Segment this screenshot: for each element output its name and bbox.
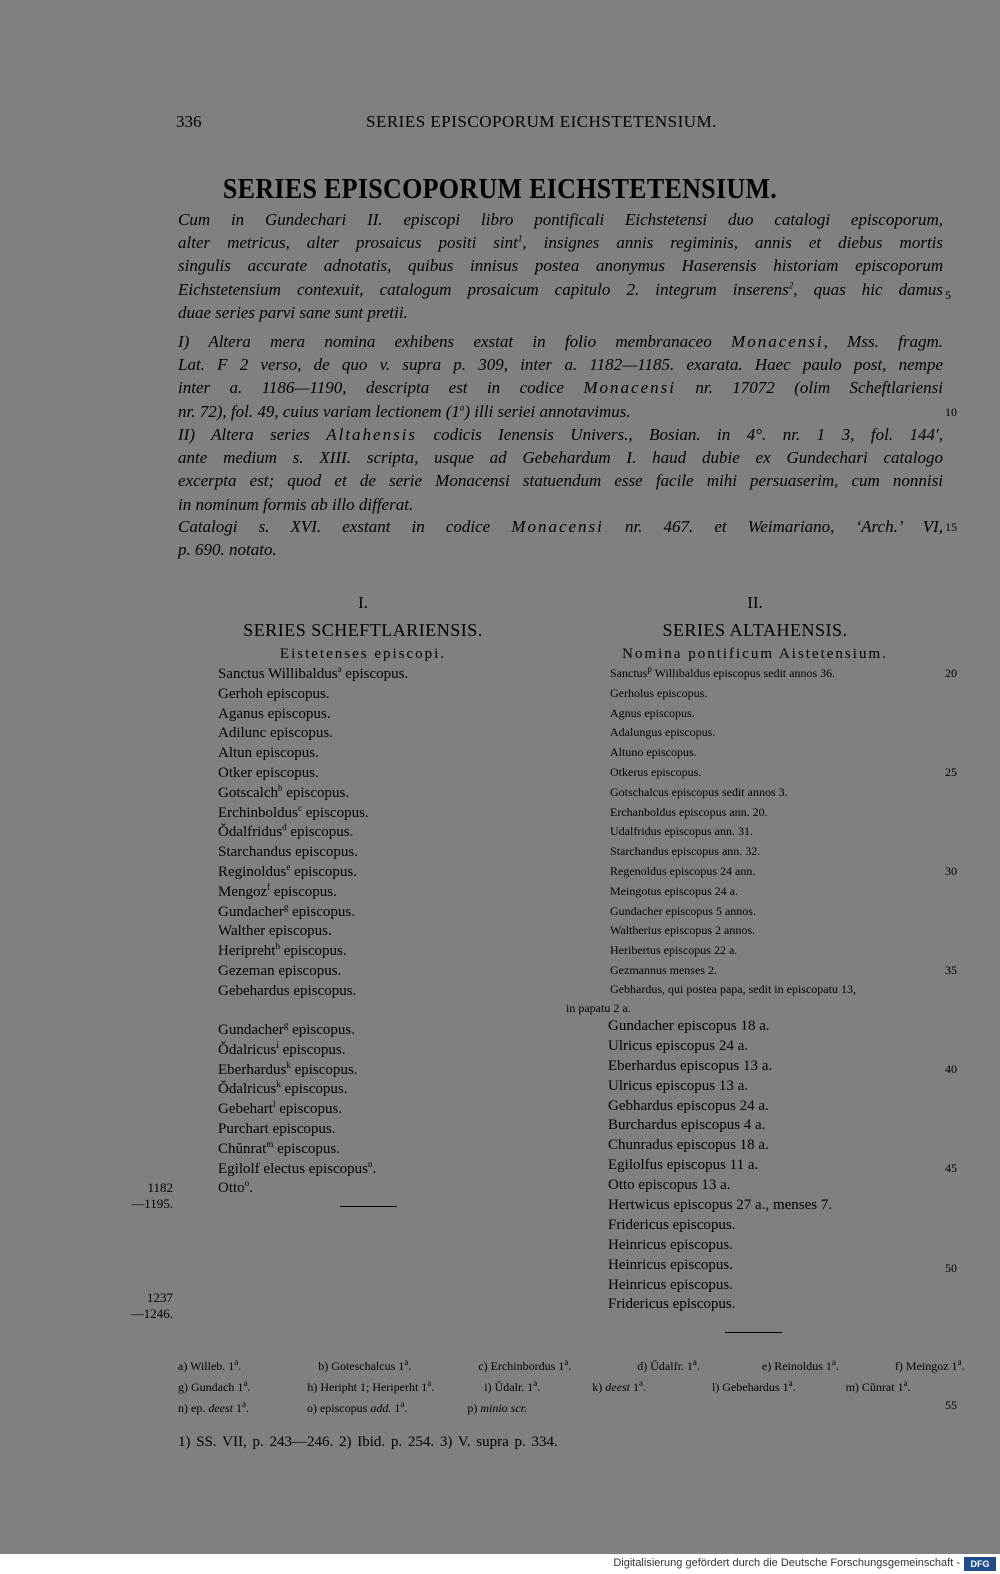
variant-mark: a bbox=[243, 1378, 248, 1388]
intro-line bbox=[178, 301, 943, 324]
line-number: 40 bbox=[945, 1062, 957, 1076]
note-text: 1 bbox=[391, 1401, 401, 1415]
note-text: m) Cŭnrat 1 bbox=[845, 1380, 904, 1394]
entry-text: Starchandus episcopus. bbox=[218, 844, 358, 861]
intro-paragraph-3 bbox=[178, 423, 943, 516]
variant-note bbox=[762, 1359, 839, 1373]
series-ii-entry bbox=[610, 704, 835, 724]
intro-paragraph-2 bbox=[178, 330, 943, 423]
intro-paragraph-4 bbox=[178, 515, 943, 561]
series-i-subtitle: Eistetenses episcopi. bbox=[279, 646, 447, 662]
series-i-list-continued bbox=[218, 1021, 376, 1199]
spaced-term: Monacensi bbox=[511, 517, 604, 536]
variant-mark: a bbox=[337, 664, 342, 674]
page-number: 336 bbox=[176, 112, 202, 131]
text-run: Lat. F 2 verso, de quo v. supra p. 309, inter a. 1182—1185. exarata. Haec paulo post, nempe bbox=[178, 355, 943, 375]
entry-text: Waltherius episcopus 2 annos. bbox=[610, 923, 756, 938]
note-text: . bbox=[247, 1380, 251, 1394]
variant-mark: f bbox=[267, 881, 271, 892]
variant-mark: g bbox=[283, 901, 289, 912]
note-text: . bbox=[404, 1401, 408, 1415]
entry-text: Gerhoh episcopus. bbox=[218, 685, 330, 702]
note-text: p) bbox=[467, 1401, 481, 1415]
entry-text: Gundacher bbox=[218, 1022, 284, 1038]
variant-note bbox=[178, 1359, 241, 1373]
variant-note bbox=[318, 1359, 411, 1373]
intro-line bbox=[178, 493, 943, 516]
entry-text: Erchinboldus bbox=[218, 804, 298, 821]
note-text: b) Goteschalcus 1 bbox=[318, 1359, 405, 1373]
text-run: , insignes annis regiminis, annis et diebus mortis bbox=[522, 233, 944, 253]
note-text: a) Willeb. 1 bbox=[178, 1359, 235, 1373]
series-i-entry bbox=[218, 1061, 376, 1081]
entry-text: Regenoldus episcopus 24 ann. bbox=[610, 863, 756, 878]
entry-text: Adilunc episcopus. bbox=[218, 725, 333, 742]
entry-text: . bbox=[249, 1180, 253, 1197]
entry-text: Altun episcopus. bbox=[218, 745, 319, 762]
line-number: 55 bbox=[945, 1398, 957, 1412]
text-run: II) Altera series bbox=[178, 425, 327, 444]
dfg-credit-text: Digitalisierung gefördert durch die Deutsche Forschungsgemeinschaft - bbox=[613, 1557, 960, 1569]
variant-mark: n bbox=[367, 1158, 373, 1169]
series-i-entry bbox=[218, 863, 408, 883]
series-i-entry bbox=[218, 1140, 376, 1160]
entry-text: Gundacher episcopus 5 annos. bbox=[610, 903, 756, 918]
variant-note bbox=[592, 1380, 646, 1394]
variant-mark: a bbox=[957, 1357, 962, 1367]
note-italic: minio scr. bbox=[480, 1401, 527, 1415]
series-ii-entry: Gundacher episcopus 18 a. bbox=[608, 1018, 770, 1034]
variant-mark: p bbox=[647, 664, 652, 674]
note-text: . bbox=[568, 1359, 572, 1373]
note-text: g) Gundach 1 bbox=[178, 1380, 244, 1394]
variant-mark: g bbox=[283, 1020, 289, 1030]
entry-text: Gotschalcus episcopus sedit annos 3. bbox=[610, 784, 788, 799]
variant-mark: a bbox=[692, 1357, 697, 1367]
line-number: 20 bbox=[945, 666, 957, 680]
text-run: singulis accurate adnotatis, quibus innisus postea anonymus Haserensis historiam episcoporum bbox=[178, 256, 943, 276]
note-italic: deest bbox=[208, 1401, 233, 1415]
entry-text: Ŏdalricus bbox=[218, 1041, 277, 1058]
series-i-entry bbox=[218, 1179, 376, 1199]
note-text: . bbox=[408, 1359, 412, 1373]
intro-line bbox=[178, 469, 943, 492]
intro-line bbox=[178, 353, 943, 376]
series-ii-entry: Heinricus episcopus. bbox=[608, 1256, 733, 1273]
entry-text: Gebehart bbox=[218, 1101, 273, 1118]
note-text: . bbox=[696, 1359, 700, 1373]
text-run: ante medium s. XIII. scripta, usque ad Gebehardum I. haud dubie ex Gundechari catalogo bbox=[178, 448, 943, 468]
variant-note bbox=[307, 1401, 407, 1415]
note-text: o) episcopus bbox=[306, 1401, 371, 1415]
text-run: I) Altera mera nomina exhibens exstat in folio membranaceo bbox=[178, 332, 732, 351]
series-ii-entry: Ulricus episcopus 24 a. bbox=[608, 1037, 748, 1054]
variant-mark: o bbox=[244, 1178, 250, 1189]
text-run: inter a. 1186—1190, descripta est in codice bbox=[178, 378, 584, 398]
note-text: . bbox=[245, 1401, 249, 1415]
series-ii-entry bbox=[610, 842, 835, 862]
entry-text: episcopus. bbox=[290, 1061, 358, 1078]
series-i-list bbox=[218, 665, 408, 1002]
series-ii-title: SERIES ALTAHENSIS. bbox=[662, 620, 848, 640]
variant-mark: a bbox=[788, 1378, 793, 1388]
series-i-entry bbox=[218, 724, 408, 744]
series-i-entry bbox=[218, 903, 408, 923]
entry-text: Starchandus episcopus ann. 32. bbox=[610, 844, 761, 859]
note-text: . bbox=[431, 1380, 435, 1394]
note-text: d) Ŭdalfr. 1 bbox=[637, 1359, 693, 1373]
series-i-entry bbox=[218, 764, 408, 784]
variant-mark: a bbox=[564, 1357, 569, 1367]
series-ii-entry bbox=[610, 803, 835, 823]
variant-note bbox=[478, 1359, 571, 1373]
margin-date: 1182 bbox=[147, 1180, 173, 1195]
series-ii-entry: Heinricus episcopus. bbox=[608, 1276, 733, 1293]
series-ii-entry bbox=[610, 921, 835, 941]
series-i-title: SERIES SCHEFTLARIENSIS. bbox=[243, 620, 483, 640]
entry-text: Meingotus episcopus 24 a. bbox=[610, 883, 738, 898]
entry-text: Walther episcopus. bbox=[218, 923, 332, 940]
series-ii-gebhardus-line-2: in papatu 2 a. bbox=[566, 1001, 631, 1015]
entry-text: Gezeman episcopus. bbox=[218, 962, 342, 979]
line-number: 5 bbox=[945, 288, 951, 302]
spaced-term: Monacensi bbox=[583, 378, 676, 398]
margin-date: —1246. bbox=[130, 1306, 173, 1321]
entry-text: episcopus. bbox=[278, 1041, 346, 1058]
entry-text: Ŏdalfridus bbox=[218, 824, 283, 841]
entry-text: episcopus. bbox=[270, 883, 337, 900]
series-i-entry bbox=[218, 843, 408, 863]
variant-mark: a bbox=[533, 1378, 538, 1388]
entry-text: Gotscalch bbox=[218, 784, 278, 801]
text-run: , quas hic damus bbox=[793, 279, 943, 299]
note-text: f) Meingoz 1 bbox=[894, 1359, 958, 1373]
variant-note bbox=[712, 1380, 796, 1394]
series-ii-entry: Burchardus episcopus 4 a. bbox=[608, 1117, 766, 1134]
text-run: ) illi seriei annotavimus. bbox=[464, 401, 631, 421]
text-run: Eichstetensium contexuit, catalogum prosaicum capitulo 2. integrum inserens bbox=[178, 279, 789, 299]
series-ii-entry: Gebhardus episcopus 24 a. bbox=[608, 1097, 769, 1114]
note-text: i) Ŭdalr. 1 bbox=[484, 1380, 534, 1394]
note-text: l) Gebehardus 1 bbox=[711, 1380, 789, 1394]
entry-text: Erchanboldus episcopus ann. 20. bbox=[610, 804, 768, 819]
variant-note bbox=[178, 1401, 249, 1415]
entry-text: Altuno episcopus. bbox=[610, 745, 697, 760]
text-run: p. 690. notato. bbox=[178, 540, 277, 560]
note-text: k) bbox=[592, 1380, 606, 1394]
note-text: . bbox=[961, 1359, 965, 1373]
entry-text: Otto bbox=[218, 1180, 245, 1197]
note-text: 1 bbox=[629, 1380, 639, 1394]
text-run: duae series parvi sane sunt pretii. bbox=[178, 302, 408, 322]
series-ii-list bbox=[610, 664, 835, 981]
variant-note bbox=[895, 1359, 965, 1373]
variant-note bbox=[846, 1380, 911, 1394]
variant-mark: a bbox=[400, 1399, 405, 1409]
entry-text: episcopus. bbox=[279, 943, 347, 960]
note-text: c) Erchinbordus 1 bbox=[478, 1359, 565, 1373]
series-ii-entry bbox=[610, 822, 835, 842]
intro-line bbox=[178, 254, 943, 277]
series-i-entry bbox=[218, 784, 408, 804]
variant-notes-line bbox=[178, 1356, 965, 1377]
variant-mark: k bbox=[286, 1059, 291, 1070]
main-title: SERIES EPISCOPORUM EICHSTETENSIUM. bbox=[222, 172, 778, 205]
series-ii-entry bbox=[610, 902, 835, 922]
series-ii-entry: Fridericus episcopus. bbox=[608, 1216, 736, 1233]
entry-text: Sanctus Willibaldus bbox=[218, 666, 338, 682]
variant-notes bbox=[178, 1356, 965, 1419]
note-text: . bbox=[238, 1359, 242, 1373]
entry-text: episcopus. bbox=[286, 824, 354, 841]
variant-mark: b bbox=[277, 782, 283, 793]
note-text: n) ep. bbox=[178, 1401, 209, 1415]
variant-note bbox=[467, 1401, 527, 1415]
entry-text: Gebehardus episcopus. bbox=[218, 982, 357, 999]
series-i-entry bbox=[218, 1021, 376, 1041]
series-i-entry bbox=[218, 705, 408, 725]
series-i-entry bbox=[218, 1160, 376, 1180]
entry-text: episcopus. bbox=[290, 863, 358, 880]
variant-mark: a bbox=[638, 1378, 643, 1388]
note-text: . bbox=[642, 1380, 646, 1394]
text-run: codicis Ienensis Univers., Bosian. in 4°. nr. 1 3, fol. 144′, bbox=[417, 425, 943, 444]
entry-text: Udalfridus episcopus ann. 31. bbox=[610, 824, 753, 839]
series-ii-entry bbox=[610, 743, 835, 763]
series-ii-entry bbox=[610, 862, 835, 882]
series-i-entry bbox=[218, 982, 408, 1002]
note-text: . bbox=[907, 1380, 911, 1394]
series-i-entry bbox=[218, 922, 408, 942]
entry-text: Chŭnrat bbox=[218, 1140, 267, 1157]
entry-text: Heripreht bbox=[218, 943, 276, 960]
entry-text: . bbox=[372, 1160, 377, 1177]
variant-mark: k bbox=[276, 1079, 281, 1090]
intro-line bbox=[178, 538, 943, 561]
text-run: nr. 467. et Weimariano, ‘Arch.’ VI, bbox=[603, 517, 943, 536]
variant-mark: a bbox=[404, 1357, 409, 1367]
series-ii-entry: Ulricus episcopus 13 a. bbox=[608, 1077, 748, 1094]
series-i-entry bbox=[218, 1120, 376, 1140]
note-text: h) Heripht 1; Heriperht 1 bbox=[307, 1380, 428, 1394]
variant-mark: h bbox=[275, 941, 280, 952]
intro-line bbox=[178, 278, 943, 301]
footnotes: 1) SS. VII, p. 243—246. 2) Ibid. p. 254. 3) V. supra p. 334. bbox=[178, 1434, 558, 1450]
text-run: nr. 17072 (olim Scheftlariensi bbox=[675, 378, 943, 398]
series-ii-number: II. bbox=[747, 593, 763, 612]
spaced-term: Altahensis bbox=[326, 425, 418, 444]
series-i-entry bbox=[218, 1100, 376, 1120]
variant-mark: a bbox=[234, 1357, 239, 1367]
variant-mark: l bbox=[272, 1099, 276, 1110]
line-number: 45 bbox=[945, 1161, 957, 1175]
intro-line bbox=[178, 423, 943, 446]
entry-text: episcopus. bbox=[282, 784, 350, 801]
intro-line bbox=[178, 330, 943, 353]
variant-mark: a bbox=[903, 1378, 908, 1388]
entry-text: Gundacher bbox=[218, 903, 284, 920]
entry-text: episcopus. bbox=[288, 903, 355, 920]
series-ii-subtitle: Nomina pontificum Aistetensium. bbox=[622, 646, 888, 662]
line-number: 10 bbox=[945, 405, 957, 419]
series-ii-entry bbox=[610, 664, 835, 684]
entry-text: episcopus. bbox=[288, 1022, 355, 1038]
note-text: . bbox=[792, 1380, 796, 1394]
intro-line bbox=[178, 376, 943, 399]
variant-mark: m bbox=[266, 1138, 274, 1149]
variant-note bbox=[178, 1380, 250, 1394]
series-ii-entry bbox=[610, 763, 835, 783]
note-text: e) Reinoldus 1 bbox=[761, 1359, 832, 1373]
line-number: 25 bbox=[945, 765, 957, 779]
series-i-entry bbox=[218, 942, 408, 962]
series-ii-entry: Egilolfus episcopus 11 a. bbox=[608, 1157, 759, 1174]
variant-mark: i bbox=[276, 1039, 279, 1050]
entry-text: episcopus. bbox=[273, 1140, 341, 1157]
text-run: nr. 72), fol. 49, cuius variam lectionem (1 bbox=[178, 401, 460, 421]
variant-mark: e bbox=[286, 861, 291, 872]
variant-notes-line bbox=[178, 1398, 965, 1419]
series-ii-entry bbox=[610, 941, 835, 961]
entry-text: Agnus episcopus. bbox=[610, 705, 695, 720]
variant-mark: a bbox=[241, 1399, 246, 1409]
text-run: , Mss. fragm. bbox=[823, 332, 943, 351]
entry-text: Eberhardus bbox=[218, 1061, 287, 1078]
series-i-entry bbox=[218, 804, 408, 824]
series-i-entry bbox=[218, 962, 408, 982]
line-number: 50 bbox=[945, 1261, 957, 1275]
series-ii-entry: Otto episcopus 13 a. bbox=[608, 1177, 731, 1194]
series-ii-entry bbox=[610, 961, 835, 981]
footnote-mark: 1 bbox=[517, 233, 523, 244]
series-ii-entry bbox=[610, 882, 835, 902]
variant-mark: d bbox=[282, 822, 287, 833]
intro-line bbox=[178, 208, 943, 231]
margin-date: 1237 bbox=[147, 1290, 173, 1305]
text-run: alter metricus, alter prosaicus positi sint bbox=[178, 233, 518, 253]
intro-line bbox=[178, 400, 943, 423]
entry-text: Reginoldus bbox=[218, 863, 287, 880]
note-italic: deest bbox=[605, 1380, 630, 1394]
intro-line bbox=[178, 515, 943, 538]
entry-text: Ŏdalricus bbox=[218, 1081, 277, 1098]
variant-mark: a bbox=[831, 1357, 836, 1367]
entry-text: episcopus. bbox=[302, 804, 369, 821]
variant-note bbox=[637, 1359, 700, 1373]
entry-text: episcopus. bbox=[341, 666, 409, 682]
intro-paragraph-1 bbox=[178, 208, 943, 324]
end-rule bbox=[725, 1332, 782, 1333]
entry-text: Heribertus episcopus 22 a. bbox=[610, 943, 738, 958]
entry-text: Sanctus bbox=[610, 666, 648, 680]
series-ii-entry: Eberhardus episcopus 13 a. bbox=[608, 1057, 773, 1074]
series-i-entry bbox=[218, 823, 408, 843]
series-i-entry bbox=[218, 1080, 376, 1100]
entry-text: Adalungus episcopus. bbox=[610, 725, 716, 740]
series-i-entry bbox=[218, 665, 408, 685]
entry-text: Otker episcopus. bbox=[218, 764, 319, 781]
margin-date: —1195. bbox=[131, 1196, 173, 1211]
dfg-logo-icon: DFG bbox=[964, 1557, 996, 1571]
variant-mark: c bbox=[298, 802, 302, 813]
series-i-entry bbox=[218, 883, 408, 903]
end-rule bbox=[340, 1206, 397, 1207]
series-ii-entry bbox=[610, 783, 835, 803]
variant-notes-line bbox=[178, 1377, 965, 1398]
series-ii-entry bbox=[610, 684, 835, 704]
entry-text: Otkerus episcopus. bbox=[610, 764, 702, 779]
variant-note bbox=[484, 1380, 540, 1394]
entry-text: Gerholus episcopus. bbox=[610, 685, 708, 700]
entry-text: Gezmannus menses 2. bbox=[610, 962, 717, 977]
intro-line bbox=[178, 231, 943, 254]
note-text: . bbox=[537, 1380, 541, 1394]
series-ii-entry: Hertwicus episcopus 27 a., menses 7. bbox=[608, 1197, 833, 1214]
text-run: Catalogi s. XVI. exstant in codice bbox=[178, 517, 512, 536]
series-i-entry bbox=[218, 685, 408, 705]
entry-text: Willibaldus episcopus sedit annos 36. bbox=[651, 666, 836, 680]
line-number: 15 bbox=[945, 520, 957, 534]
spaced-term: Monacensi bbox=[731, 332, 824, 351]
series-ii-entry bbox=[610, 723, 835, 743]
series-ii-list-continued bbox=[608, 1017, 832, 1315]
running-title: SERIES EPISCOPORUM EICHSTETENSIUM. bbox=[366, 112, 717, 131]
series-i-entry bbox=[218, 1041, 376, 1061]
note-italic: add. bbox=[370, 1401, 392, 1415]
entry-text: episcopus. bbox=[280, 1081, 348, 1098]
series-ii-gebhardus-line: Gebhardus, qui postea papa, sedit in episcopatu 13, bbox=[610, 982, 856, 996]
line-number: 30 bbox=[945, 864, 957, 878]
series-ii-entry: Chunradus episcopus 18 a. bbox=[608, 1137, 769, 1154]
text-run: excerpta est; quod et de serie Monacensi statuendum esse facile mihi persuaserim, cum nonnisi bbox=[178, 471, 943, 491]
footnote-mark: a bbox=[459, 401, 465, 412]
series-ii-entry: Fridericus episcopus. bbox=[608, 1296, 736, 1313]
entry-text: Egilolf electus episcopus bbox=[218, 1160, 368, 1177]
entry-text: episcopus. bbox=[275, 1101, 343, 1118]
dfg-footer-bar bbox=[0, 1554, 1000, 1574]
footnote-mark: 2 bbox=[788, 279, 794, 290]
note-text: . bbox=[835, 1359, 839, 1373]
entry-text: Aganus episcopus. bbox=[218, 705, 331, 722]
variant-mark: a bbox=[427, 1378, 432, 1388]
line-number: 35 bbox=[945, 963, 957, 977]
text-run: in nominum formis ab illo differat. bbox=[178, 494, 414, 514]
text-run: Cum in Gundechari II. episcopi libro pontificali Eichstetensi duo catalogi episcoporum, bbox=[178, 210, 943, 229]
series-i-entry bbox=[218, 744, 408, 764]
entry-text: Mengoz bbox=[218, 883, 268, 900]
entry-text: Purchart episcopus. bbox=[218, 1120, 336, 1137]
series-ii-entry: Heinricus episcopus. bbox=[608, 1236, 733, 1253]
note-text: 1 bbox=[232, 1401, 242, 1415]
series-i-number: I. bbox=[358, 593, 368, 612]
variant-note bbox=[307, 1380, 434, 1394]
intro-line bbox=[178, 446, 943, 469]
